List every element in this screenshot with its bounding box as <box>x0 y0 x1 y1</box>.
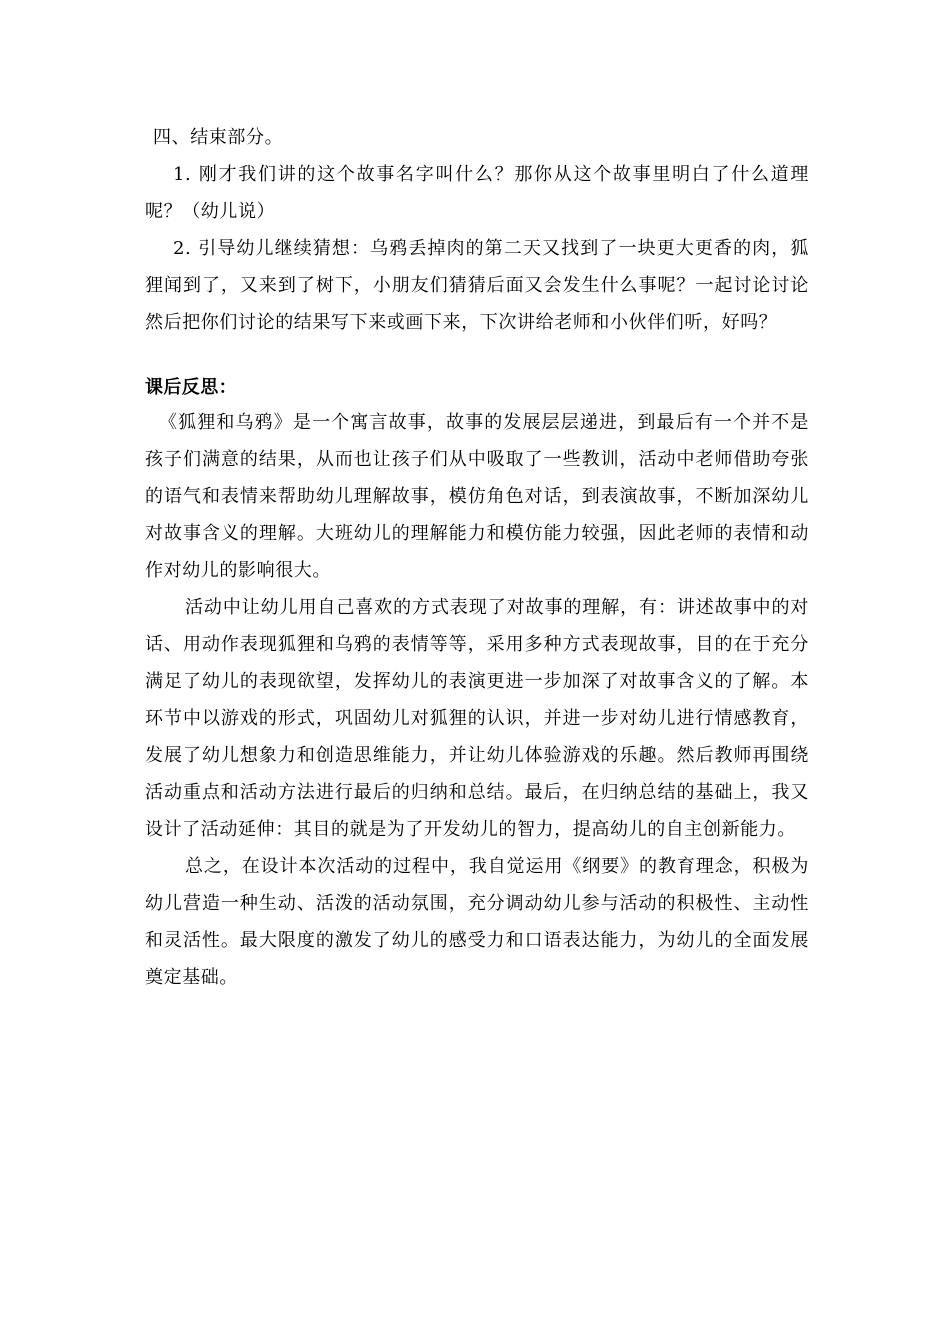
section-heading: 四、结束部分。 <box>153 127 284 148</box>
reflection-paragraph: 总之，在设计本次活动的过程中，我自觉运用《纲要》的教育理念，积极为幼儿营造一种生动、活泼的活动氛围，充分调动幼儿参与活动的积极性、主动性和灵活性。最大限度的激发了幼儿的感受力和口语表达能力，为幼儿的全面发展奠定基础。 <box>145 856 809 988</box>
reflection-paragraph: 《狐狸和乌鸦》是一个寓言故事，故事的发展层层递进，到最后有一个并不是孩子们满意的结果，从而也让孩子们从中吸取了一些教训，活动中老师借助夸张的语气和表情来帮助幼儿理解故事，模仿角色对话，到表演故事，不断加深幼儿对故事含义的理解。大班幼儿的理解能力和模仿能力较强，因此老师的表情和动作对幼儿的影响很大。 <box>145 412 809 581</box>
reflection-paragraph: 活动中让幼儿用自己喜欢的方式表现了对故事的理解，有：讲述故事中的对话、用动作表现狐狸和乌鸦的表情等等，采用多种方式表现故事，目的在于充分满足了幼儿的表现欲望，发挥幼儿的表演更进一步加深了对故事含义的了解。本环节中以游戏的形式，巩固幼儿对狐狸的认识，并进一步对幼儿进行情感教育，发展了幼儿想象力和创造思维能力，并让幼儿体验游戏的乐趣。然后教师再围绕活动重点和活动方法进行最后的归纳和总结。最后，在归纳总结的基础上，我又设计了活动延伸：其目的就是为了开发幼儿的智力，提高幼儿的自主创新能力。 <box>145 597 809 840</box>
list-item: 1. 刚才我们讲的这个故事名字叫什么？那你从这个故事里明白了什么道理呢？（幼儿说） <box>145 164 809 222</box>
list-item: 2. 引导幼儿继续猜想：乌鸦丢掉肉的第二天又找到了一块更大更香的肉，狐狸闻到了，又来到了树下，小朋友们猜猜后面又会发生什么事呢？一起讨论讨论然后把你们讨论的结果写下来或画下来，下次讲给老师和小伙伴们听，好吗？ <box>145 238 809 333</box>
reflection-heading: 课后反思： <box>145 377 237 398</box>
